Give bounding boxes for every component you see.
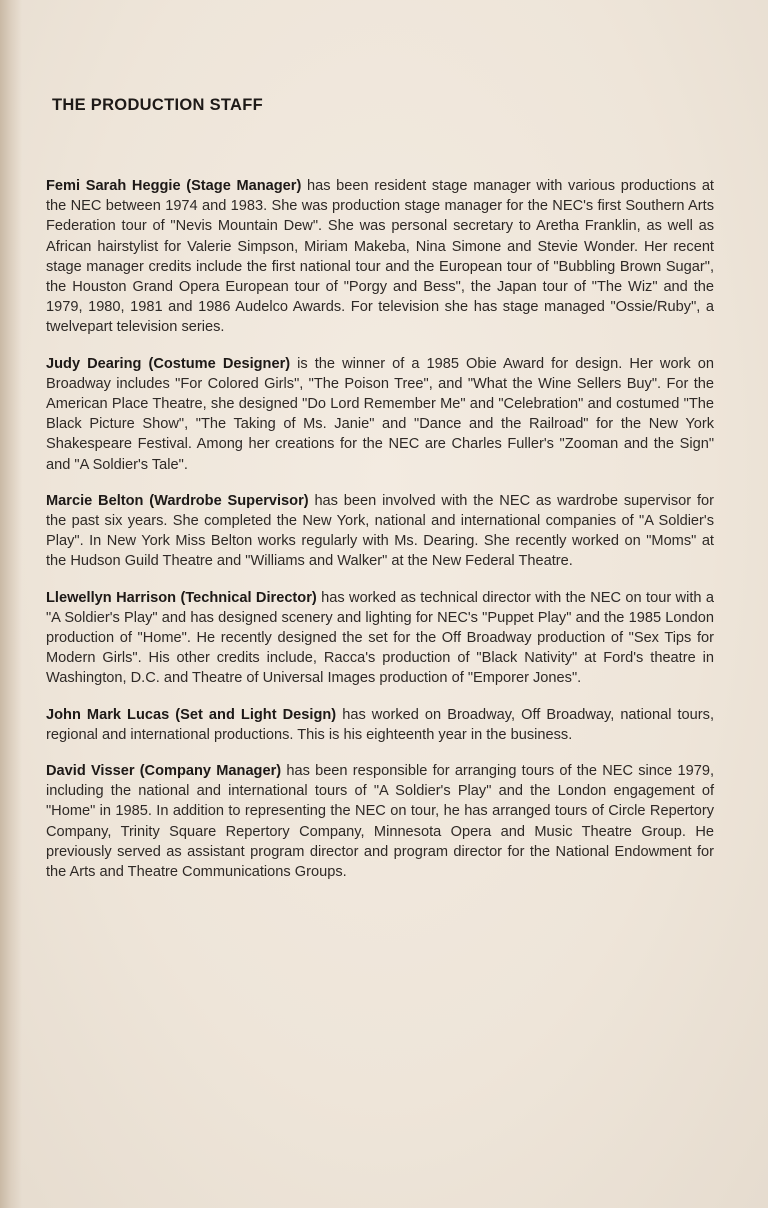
bio-name: Judy Dearing (Costume Designer) (46, 355, 291, 372)
bio-list (46, 176, 714, 898)
bio-text: has worked on Broadway, Off Broadway, national tours, regional and international productions. This is his eighteenth year in the business. (46, 706, 714, 743)
bio-name: Marcie Belton (Wardrobe Supervisor) (46, 492, 309, 509)
bio-name: David Visser (Company Manager) (46, 763, 282, 780)
bio-set-light-design (46, 705, 714, 745)
bio-text: has been involved with the NEC as wardrobe supervisor for the past six years. She completed the New York, national and international companies of "A Soldier's Play". In New York Miss Belton works regularly with Ms. Dearing. She recently worked on "Moms" at the Hudson Guild Theatre and "Williams and Walker" at the New Federal Theatre. (46, 492, 714, 570)
bio-wardrobe-supervisor (46, 491, 714, 572)
bio-name: Femi Sarah Heggie (Stage Manager) (46, 178, 302, 194)
page-spine-shadow (0, 0, 22, 1208)
bio-company-manager (46, 761, 714, 882)
bio-stage-manager (46, 176, 714, 338)
bio-technical-director (46, 588, 714, 689)
bio-name: Llewellyn Harrison (Technical Director) (46, 589, 317, 606)
bio-costume-designer (46, 354, 714, 475)
bio-name: John Mark Lucas (Set and Light Design) (46, 706, 337, 723)
section-title: THE PRODUCTION STAFF (52, 96, 264, 114)
bio-text: is the winner of a 1985 Obie Award for design. Her work on Broadway includes "For Colored Girls", "The Poison Tree", and "What the Wine Sellers Buy". For the American Place Theatre, she designed "Do Lord Remember Me" and "Celebration" and costumed "The Black Picture Show", "The Taking of Ms. Janie" and "Dance and the Railroad" for the New York Shakespeare Festival. Among her creations for the NEC are Charles Fuller's "Zooman and the Sign" and "A Soldier's Tale". (46, 355, 714, 473)
bio-text: has been resident stage manager with various productions at the NEC between 1974 and 1983. She was production stage manager for the NEC's first Southern Arts Federation tour of "Nevis Mountain Dew". She was personal secretary to Aretha Franklin, as well as African hairstylist for Valerie Simpson, Miriam Makeba, Nina Simone and Stevie Wonder. Her recent stage manager credits include the first national tour and the European tour of "Bubbling Brown Sugar", the Houston Grand Opera European tour of "Porgy and Bess", the Japan tour of "The Wiz" and the 1979, 1980, 1981 and 1986 Audelco Awards. For television she has stage managed "Ossie/Ruby", a twelvepart television series. (46, 178, 714, 336)
bio-text: has worked as technical director with the NEC on tour with a "A Soldier's Play" and has designed scenery and lighting for NEC's "Puppet Play" and the 1985 London production of "Home". He recently designed the set for the Off Broadway production of "Sex Tips for Modern Girls". His other credits include, Racca's production of "Black Nativity" at Ford's theatre in Washington, D.C. and Theatre of Universal Images production of "Emporer Jones". (46, 589, 714, 687)
bio-text: has been responsible for arranging tours of the NEC since 1979, including the national and international tours of "A Soldier's Play" and the London engagement of "Home" in 1985. In addition to representing the NEC on tour, he has arranged tours of Circle Repertory Company, Trinity Square Repertory Company, Minnesota Opera and Music Theatre Group. He previously served as assistant program director and program director for the National Endowment for the Arts and Theatre Communications Groups. (46, 763, 714, 881)
